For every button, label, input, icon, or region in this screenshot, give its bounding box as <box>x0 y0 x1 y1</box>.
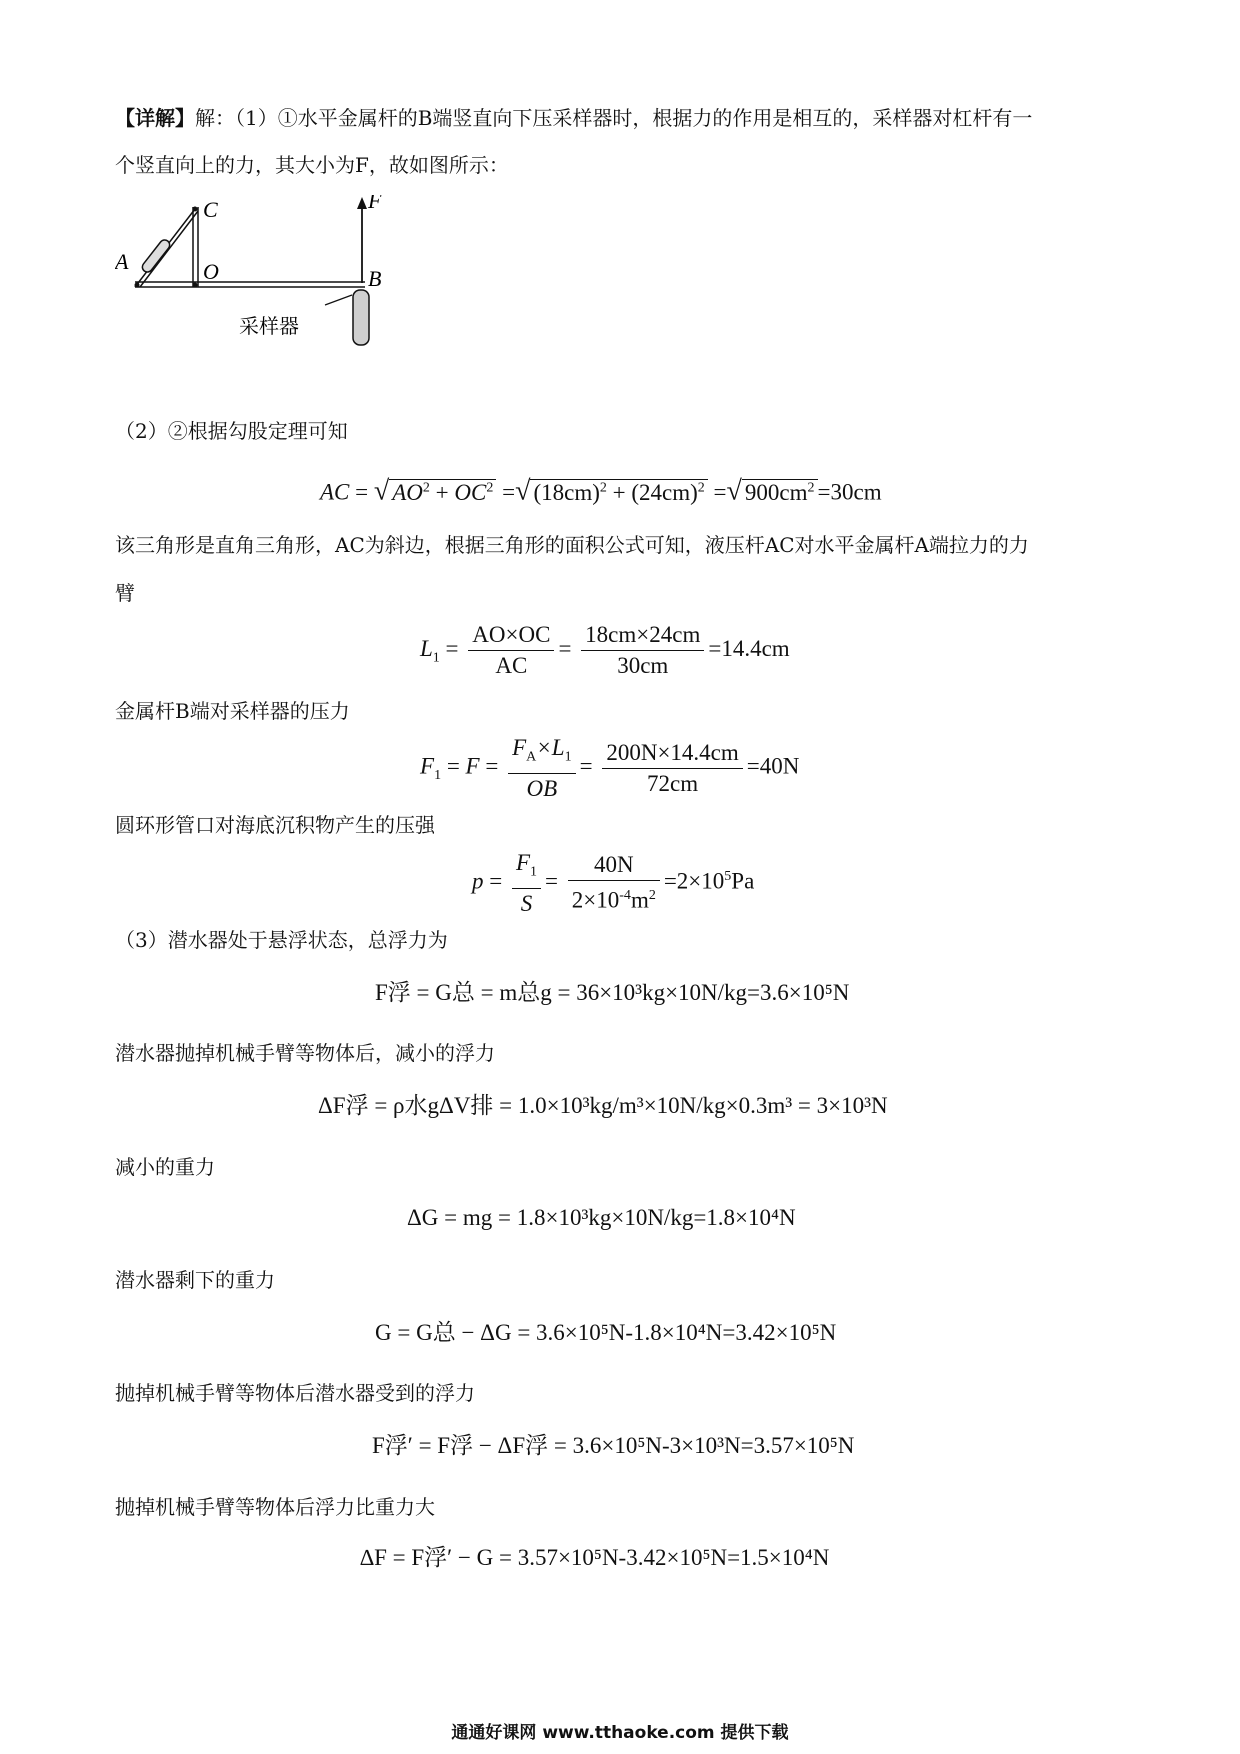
lever-diagram <box>115 195 405 355</box>
part3-text-5: 抛掉机械手臂等物体后浮力比重力大 <box>115 1495 435 1519</box>
footer: 通通好课网 www.tthaoke.com 提供下载 <box>451 1723 789 1743</box>
label-c: C <box>203 197 218 222</box>
formula-f1: $F_1 = F$ = $\frac{F_A\times L_1}{OB}$ = $\frac{200N\times 14.4cm}{72cm}$ =40N <box>420 735 800 801</box>
formula-buoyancy-total: F浮 = G总 = m总g = 36×10³kg×10N/kg=3.6×10⁵N <box>375 980 850 1005</box>
part3-text-2: 减小的重力 <box>115 1155 215 1179</box>
part3-text-4: 抛掉机械手臂等物体后潜水器受到的浮力 <box>115 1381 475 1405</box>
intro-line-1 <box>115 103 1032 133</box>
part2-text-3: 圆环形管口对海底沉积物产生的压强 <box>115 813 435 837</box>
part2-text-1a: 该三角形是直角三角形，AC为斜边，根据三角形的面积公式可知，液压杆AC对水平金属杆A端拉力的力 <box>115 533 1029 557</box>
label-f: F <box>368 195 382 213</box>
label-sampler: 采样器 <box>239 314 299 338</box>
intro-text-1: 解：（1）①水平金属杆的B端竖直向下压采样器时，根据力的作用是相互的，采样器对杠杆有一 <box>195 106 1033 130</box>
formula-new-buoyancy: F浮′ = F浮 − ΔF浮 = 3.6×10⁵N-3×10³N=3.57×10⁵N <box>372 1433 855 1458</box>
part2-heading: （2）②根据勾股定理可知 <box>115 419 348 443</box>
part3-text-3: 潜水器剩下的重力 <box>115 1268 275 1292</box>
formula-buoyancy-decrease: ΔF浮 = ρ水gΔV排 = 1.0×10³kg/m³×10N/kg×0.3m³ = 3×10³N <box>318 1093 888 1118</box>
formula-l1: $L_1$ = $\frac{AO\times OC}{AC}$ = $\frac{18cm\times 24cm}{30cm}$ =14.4cm <box>420 622 790 678</box>
part3-heading: （3）潜水器处于悬浮状态，总浮力为 <box>115 928 448 952</box>
label-b: B <box>368 266 382 291</box>
detail-tag: 【详解】 <box>115 106 195 130</box>
label-o: O <box>203 259 219 284</box>
formula-force-difference: ∆F = F浮′ − G = 3.57×10⁵N-3.42×10⁵N=1.5×10⁴N <box>360 1545 830 1570</box>
part2-text-1b: 臂 <box>115 581 135 605</box>
formula-p: p = $\frac{F_1}{S}$ = $\frac{40N}{2\times 10^{-4}m^2}$ $=2\times 10^5Pa$ <box>472 850 755 916</box>
part3-text-1: 潜水器抛掉机械手臂等物体后，减小的浮力 <box>115 1041 495 1065</box>
formula-ac: AC = √ $AO^2 + OC^2$ =√ $(18cm)^2 + (24cm)^2$ =√ $900cm^2 =30cm$ <box>320 475 882 507</box>
label-a: A <box>115 249 129 274</box>
part2-text-2: 金属杆B端对采样器的压力 <box>115 699 350 723</box>
intro-line-2: 个竖直向上的力，其大小为F，故如图所示： <box>115 153 509 177</box>
formula-remaining-weight: G = G总 − ΔG = 3.6×10⁵N-1.8×10⁴N=3.42×10⁵N <box>375 1320 837 1345</box>
formula-weight-decrease: ΔG = mg = 1.8×10³kg×10N/kg=1.8×10⁴N <box>407 1205 796 1230</box>
